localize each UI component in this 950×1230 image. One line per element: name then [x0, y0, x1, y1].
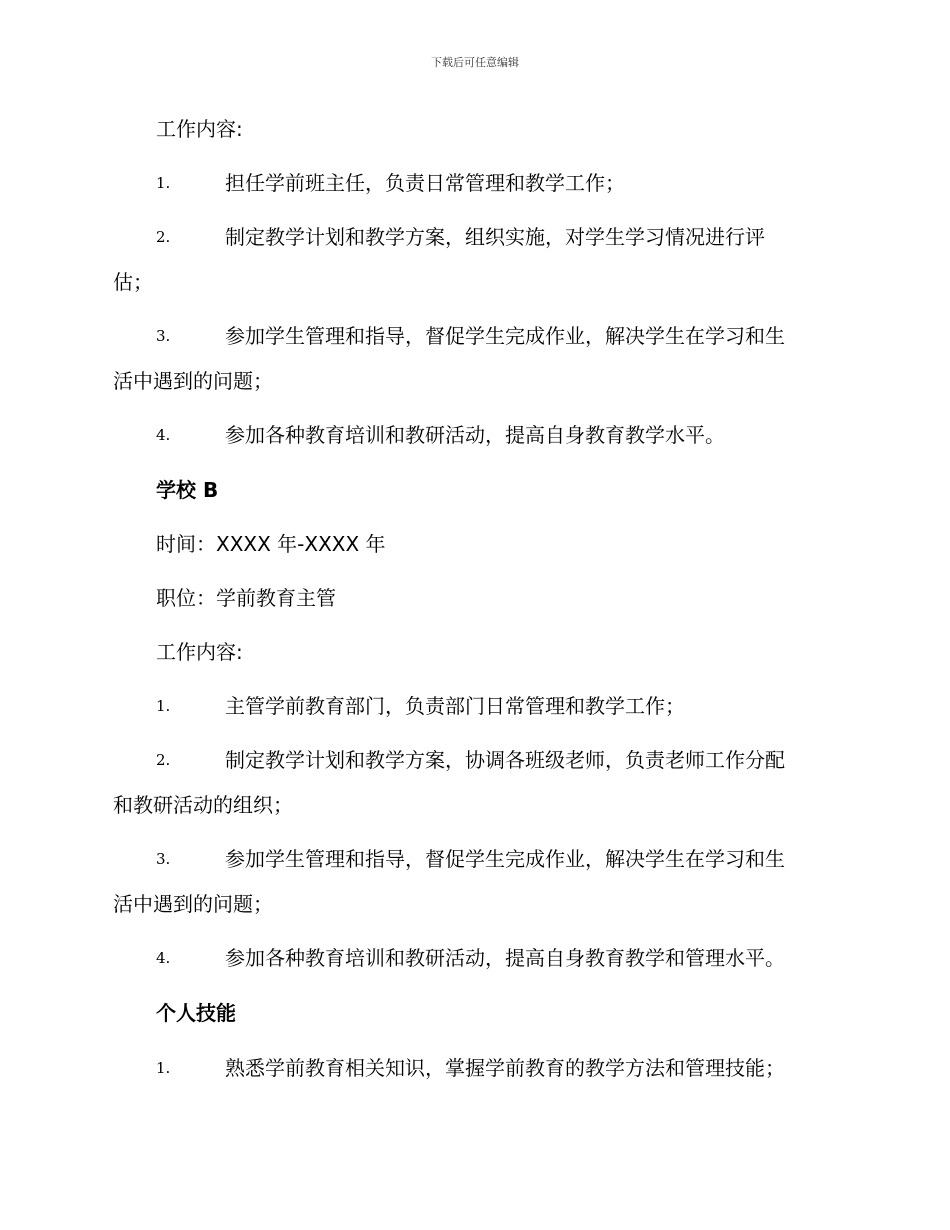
list-item-number: 2. — [156, 751, 171, 769]
list-item-text: 担任学前班主任，负责日常管理和教学工作； — [225, 171, 625, 195]
header-note: 下载后可任意编辑 — [431, 56, 519, 69]
list-item-number: 1. — [156, 174, 171, 192]
list-item-text: 熟悉学前教育相关知识，掌握学前教育的教学方法和管理技能； — [225, 1056, 785, 1080]
list-item-number: 3. — [156, 327, 171, 345]
list-item-text: 参加各种教育培训和教研活动，提高自身教育教学水平。 — [225, 423, 725, 447]
position-line: 职位：学前教育主管 — [156, 586, 336, 610]
list-item-number: 1. — [156, 697, 171, 715]
section-heading-skills: 个人技能 — [156, 1001, 236, 1025]
section-heading-school-b: 学校 B — [156, 478, 219, 502]
list-item-number: 2. — [156, 228, 171, 246]
list-item-continuation: 活中遇到的问题； — [113, 892, 273, 916]
time-line: 时间：XXXX 年-XXXX 年 — [156, 532, 386, 556]
work-content-label: 工作内容: — [156, 117, 243, 141]
list-item-number: 1. — [156, 1059, 171, 1077]
list-item-text: 参加各种教育培训和教研活动，提高自身教育教学和管理水平。 — [225, 946, 785, 970]
list-item-text: 制定教学计划和教学方案，协调各班级老师，负责老师工作分配 — [225, 748, 785, 772]
list-item-continuation: 活中遇到的问题； — [113, 369, 273, 393]
list-item-continuation: 估； — [113, 270, 153, 294]
list-item-number: 4. — [156, 426, 171, 444]
list-item-text: 制定教学计划和教学方案，组织实施，对学生学习情况进行评 — [225, 225, 765, 249]
list-item-text: 参加学生管理和指导，督促学生完成作业，解决学生在学习和生 — [225, 324, 785, 348]
list-item-continuation: 和教研活动的组织； — [113, 793, 293, 817]
list-item-number: 3. — [156, 850, 171, 868]
list-item-text: 参加学生管理和指导，督促学生完成作业，解决学生在学习和生 — [225, 847, 785, 871]
work-content-label: 工作内容: — [156, 640, 243, 664]
list-item-number: 4. — [156, 949, 171, 967]
list-item-text: 主管学前教育部门，负责部门日常管理和教学工作； — [225, 694, 685, 718]
